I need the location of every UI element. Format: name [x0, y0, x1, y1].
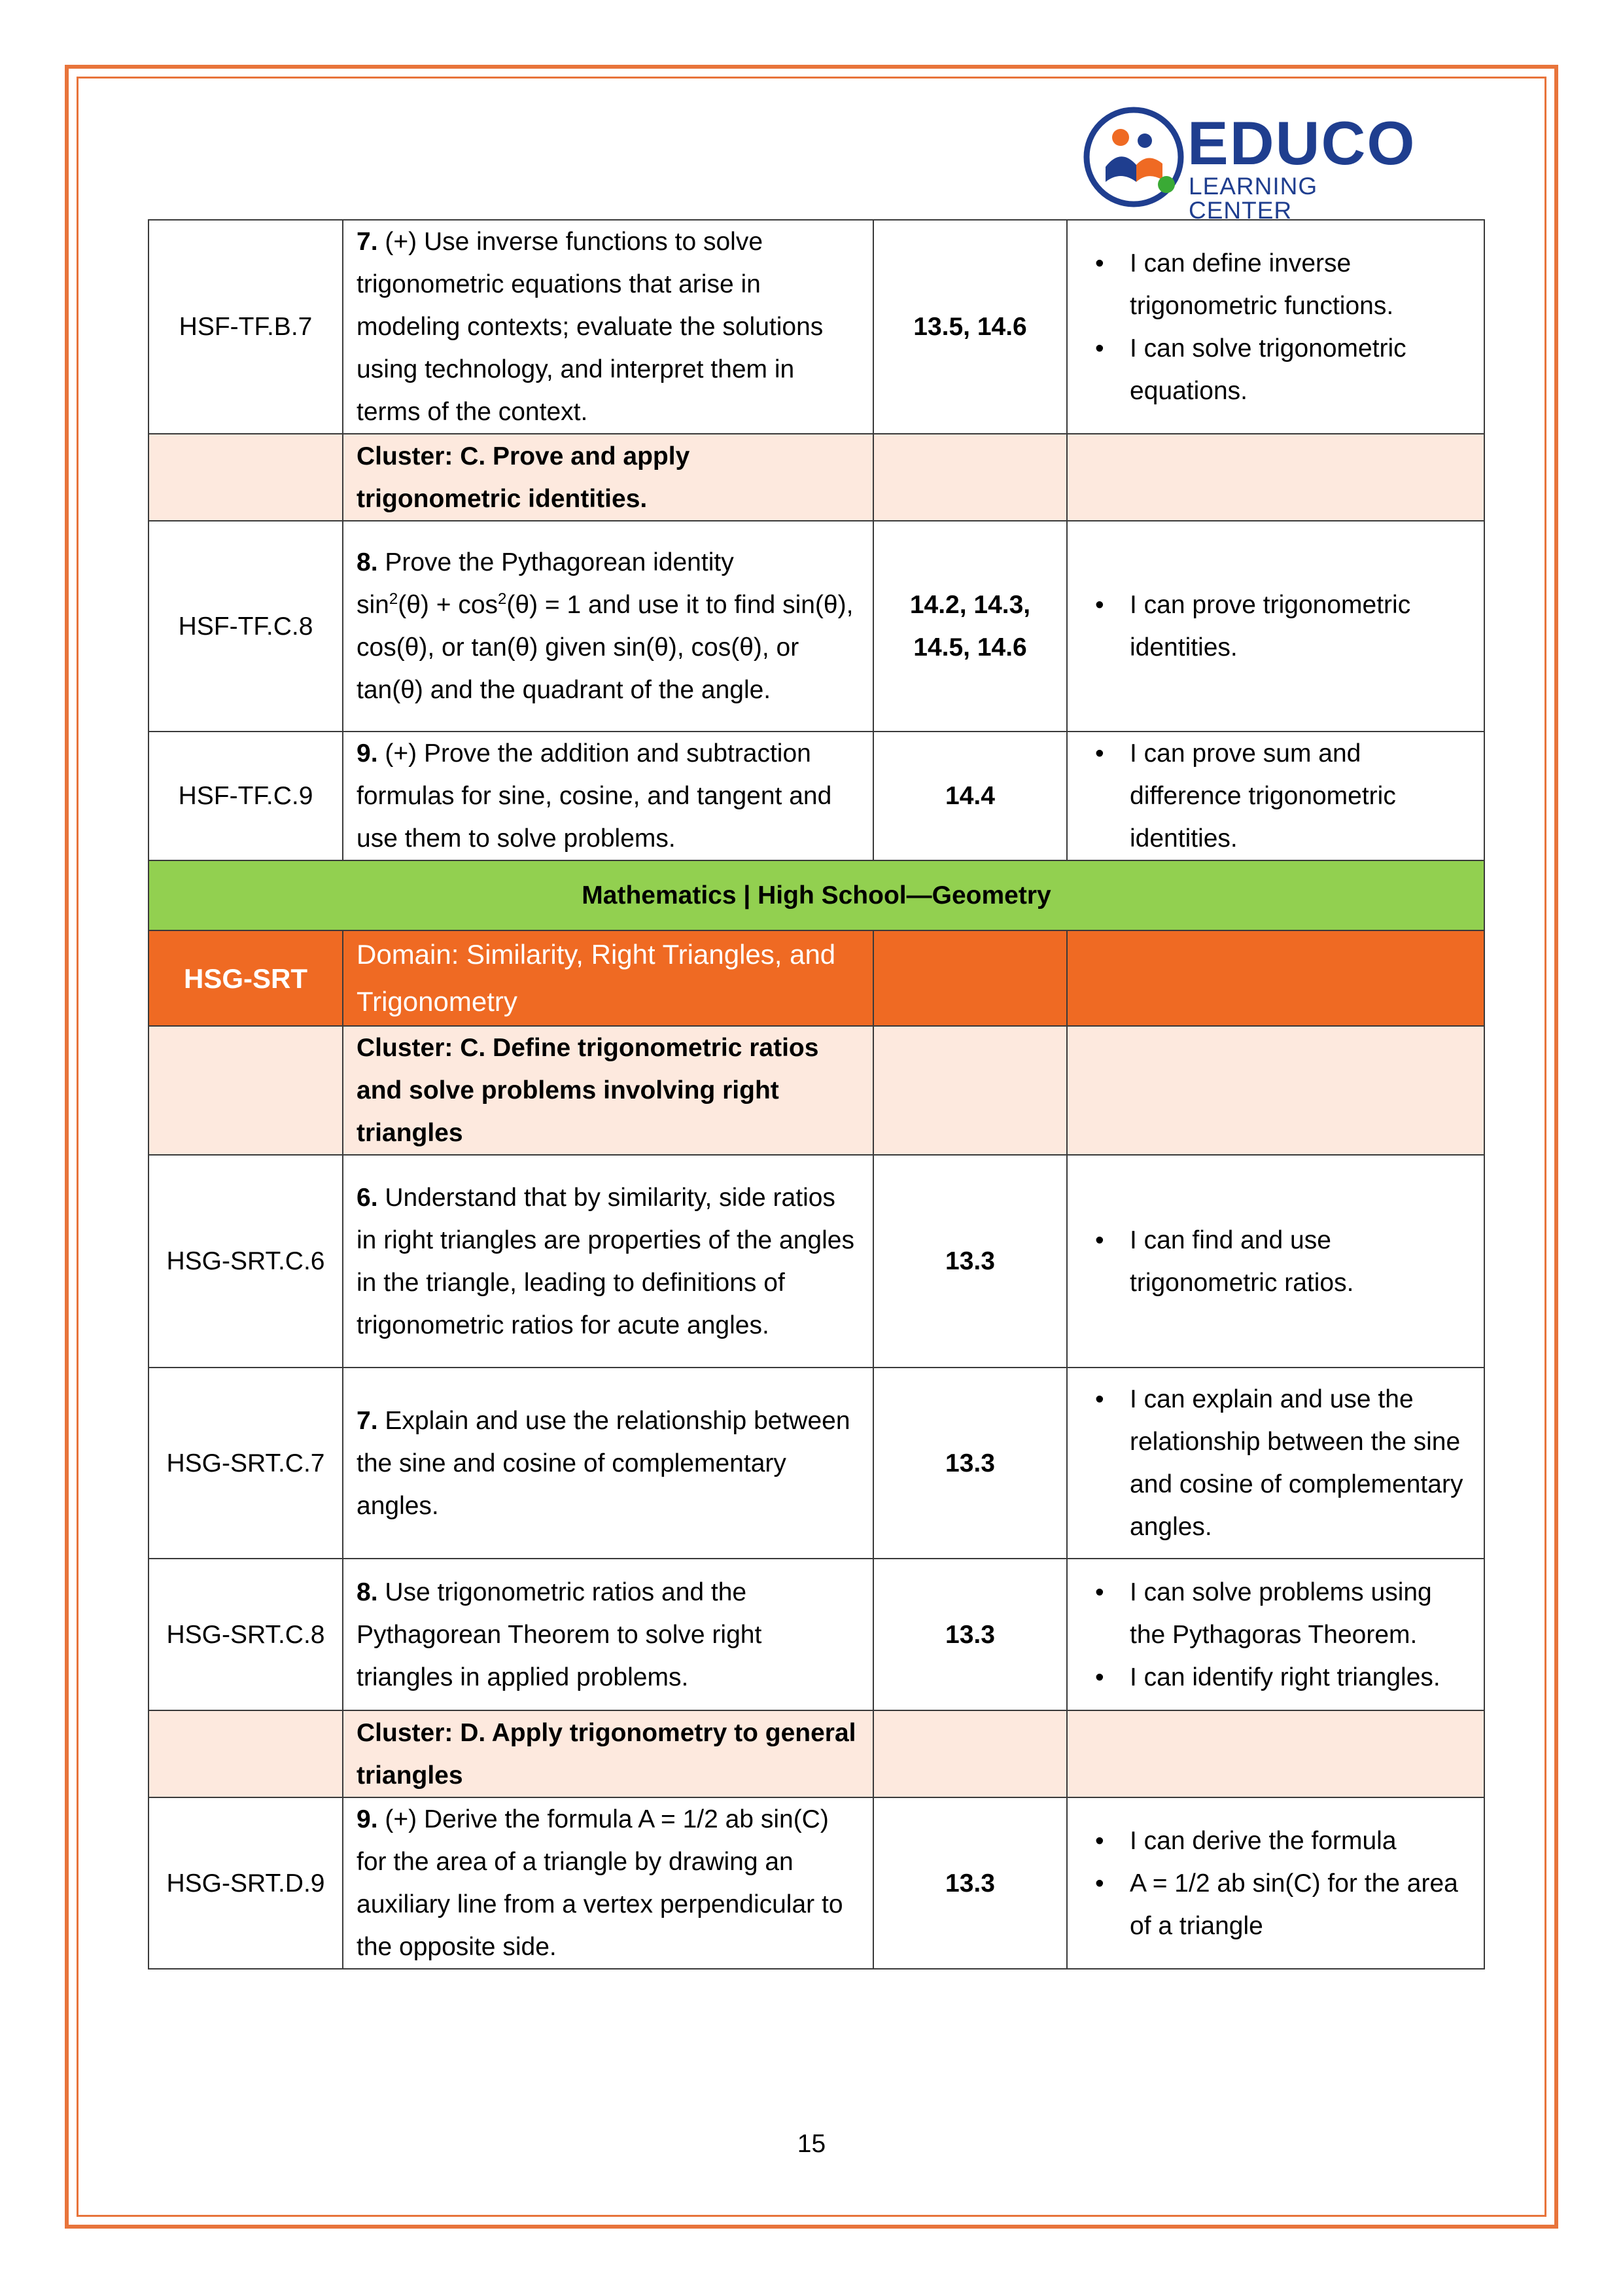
- list-item: • I can define inverse trigonometric functions.: [1081, 242, 1471, 327]
- standard-description: 8. Use trigonometric ratios and the Pythagorean Theorem to solve right triangles in applied problems.: [343, 1559, 873, 1710]
- standard-code: HSF-TF.B.7: [148, 220, 343, 434]
- standard-code: HSG-SRT.D.9: [148, 1797, 343, 1969]
- table-row: [148, 732, 1484, 860]
- section-title: Mathematics | High School—Geometry: [148, 860, 1484, 930]
- standard-code: HSG-SRT.C.7: [148, 1368, 343, 1559]
- logo-mark-icon: [1083, 105, 1187, 209]
- educo-logo: [1083, 105, 1416, 224]
- list-item: • I can derive the formula: [1081, 1820, 1471, 1862]
- i-can-statements: [1067, 1797, 1484, 1969]
- domain-row: [148, 930, 1484, 1026]
- domain-code: HSG-SRT: [148, 930, 343, 1026]
- logo-title: EDUCO: [1187, 109, 1416, 177]
- lesson-numbers: 13.3: [873, 1559, 1067, 1710]
- i-can-statements: [1067, 521, 1484, 732]
- cluster-row: [148, 1710, 1484, 1797]
- standard-code: HSG-SRT.C.6: [148, 1155, 343, 1368]
- table-row: [148, 1559, 1484, 1710]
- lesson-numbers: 13.3: [873, 1155, 1067, 1368]
- logo-subtitle: LEARNING CENTER: [1189, 173, 1318, 224]
- standard-code: HSF-TF.C.8: [148, 521, 343, 732]
- table-row: [148, 220, 1484, 434]
- standard-code: HSG-SRT.C.8: [148, 1559, 343, 1710]
- lesson-numbers: 13.5, 14.6: [873, 220, 1067, 434]
- standard-description: 9. (+) Derive the formula A = 1/2 ab sin(C) for the area of a triangle by drawing an auxiliary line from a vertex perpendicular to the opposite side.: [343, 1797, 873, 1969]
- standard-description: 9. (+) Prove the addition and subtraction formulas for sine, cosine, and tangent and use them to solve problems.: [343, 732, 873, 860]
- standards-table: [148, 219, 1485, 1969]
- cluster-row: [148, 1026, 1484, 1155]
- standard-description: 7. (+) Use inverse functions to solve trigonometric equations that arise in modeling contexts; evaluate the solutions using technology, and interpret them in terms of the context.: [343, 220, 873, 434]
- section-row: [148, 860, 1484, 930]
- cluster-title: Cluster: C. Define trigonometric ratios and solve problems involving right triangles: [343, 1026, 873, 1155]
- cluster-row: [148, 434, 1484, 521]
- list-item: • I can explain and use the relationship between the sine and cosine of complementary angles.: [1081, 1378, 1471, 1548]
- list-item: • I can solve trigonometric equations.: [1081, 327, 1471, 412]
- list-item: • A = 1/2 ab sin(C) for the area of a triangle: [1081, 1862, 1471, 1947]
- i-can-statements: [1067, 1559, 1484, 1710]
- lesson-numbers: 13.3: [873, 1368, 1067, 1559]
- i-can-statements: [1067, 1155, 1484, 1368]
- standard-description: 7. Explain and use the relationship between the sine and cosine of complementary angles.: [343, 1368, 873, 1559]
- lesson-numbers: 14.2, 14.3, 14.5, 14.6: [873, 521, 1067, 732]
- standard-code: HSF-TF.C.9: [148, 732, 343, 860]
- table-row: [148, 1797, 1484, 1969]
- i-can-statements: [1067, 220, 1484, 434]
- table-row: [148, 521, 1484, 732]
- lesson-numbers: 13.3: [873, 1797, 1067, 1969]
- list-item: • I can prove trigonometric identities.: [1081, 584, 1471, 669]
- list-item: • I can solve problems using the Pythagoras Theorem.: [1081, 1571, 1471, 1656]
- i-can-statements: [1067, 732, 1484, 860]
- domain-title: Domain: Similarity, Right Triangles, and Trigonometry: [343, 930, 873, 1026]
- list-item: • I can prove sum and difference trigonometric identities.: [1081, 732, 1471, 860]
- list-item: • I can find and use trigonometric ratios.: [1081, 1219, 1471, 1304]
- lesson-numbers: 14.4: [873, 732, 1067, 860]
- list-item: • I can identify right triangles.: [1081, 1656, 1471, 1699]
- cluster-title: Cluster: D. Apply trigonometry to general triangles: [343, 1710, 873, 1797]
- i-can-statements: [1067, 1368, 1484, 1559]
- standard-description: 8. Prove the Pythagorean identity $\sin^2(\theta) + \cos^2(\theta) = 1$ and use it to find sin(θ), cos(θ), or tan(θ) given sin(θ), cos(θ), or tan(θ) and the quadrant of the angle.: [343, 521, 873, 732]
- page-number: 15: [797, 2130, 826, 2158]
- cluster-title: Cluster: C. Prove and apply trigonometric identities.: [343, 434, 873, 521]
- standard-description: 6. Understand that by similarity, side ratios in right triangles are properties of the angles in the triangle, leading to definitions of trigonometric ratios for acute angles.: [343, 1155, 873, 1368]
- table-row: [148, 1155, 1484, 1368]
- table-row: [148, 1368, 1484, 1559]
